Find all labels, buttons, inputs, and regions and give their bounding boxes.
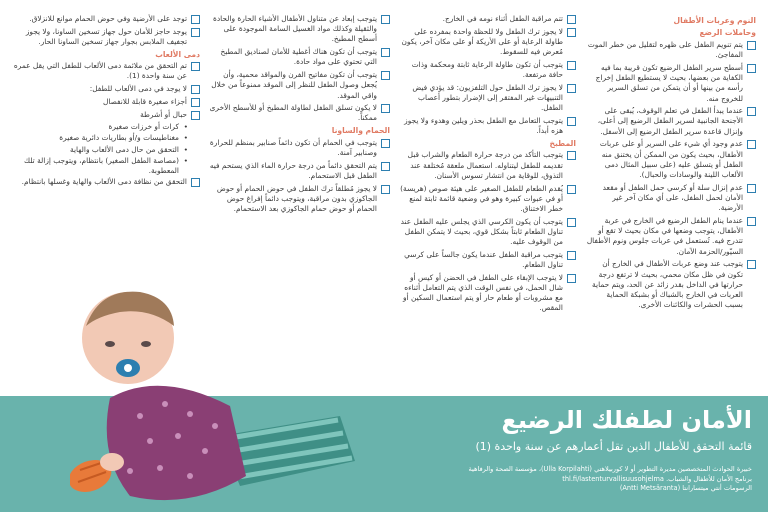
- credits-line: خبيرة الحوادث المتخصصين مديرة التطوير أو لا كوربيلاهتي (Ulla Korpilahti)، مؤسسة الصحة والرفاهية: [468, 465, 752, 473]
- item-text: عدم وجود أي شيء على السرير أو على عربات الأطفال، بحيث يكون من الممكن أن يختنق منه الطفل أو يتسلق عليه (على سبيل المثال دمى الألعاب اللينة والوسادات والحبال).: [599, 139, 743, 180]
- item-text: توجد على الأرضية وفي حوض الحمام موانع للانزلاق.: [29, 14, 187, 23]
- item-text: يتم تنويم الطفل على ظهره لتقليل من خطر الموت المفاجئ.: [587, 39, 743, 60]
- column-sleep: [586, 14, 756, 313]
- bullet-item: • التحقق من حال دمى الألعاب والهاية: [12, 145, 188, 155]
- item-text: أسطح سرير الطفل الرضيع تكون قريبة بما فيه الكفاية من بعضها، بحيث لا يستطيع الطفل إخراج رأسه من بينها أو أن يتمكن من تسلق السرير للخروج منه.: [595, 62, 743, 103]
- column-kitchen-bath: [206, 14, 390, 217]
- item-text: يوجد حاجز للأمان حول جهاز تسخين الساونا، ولا يجوز تجفيف الملابس بجوار جهاز تسخين الساونا الحار.: [25, 26, 187, 46]
- section-heading-strollers: وحاملات الرضع: [699, 28, 756, 38]
- checkbox[interactable]: [567, 84, 576, 93]
- section-heading-sleep: النوم وعربات الأطفال: [673, 16, 756, 25]
- baby-hand: [100, 453, 124, 471]
- checkbox[interactable]: [747, 217, 756, 226]
- checkbox[interactable]: [567, 251, 576, 260]
- checkbox[interactable]: [747, 140, 756, 149]
- item-text: يتوجب إبعاد عن متناول الأطفال الأشياء الحارة والحادة والثقيلة وكذلك مواد الغسيل السامة الموجودة على أسطح المطبخ.: [213, 14, 377, 44]
- checklist-item: [12, 110, 200, 120]
- checkbox[interactable]: [381, 48, 390, 57]
- checkbox[interactable]: [567, 28, 576, 37]
- bullet-item: • (مصاصة الطفل الصغير) بانتظام، ويتوجب إزالة تلك المعطوبة.: [12, 156, 188, 176]
- checkbox[interactable]: [381, 71, 390, 80]
- item-text: يُقدم الطعام للطفل الصغير على هيئة صوص (هريسة) أو في عبوات كبيرة وهو في وضعية قائمة ثابتة لمنع خطر الاختناق.: [400, 183, 563, 213]
- item-text: يتوجب في الحمام أن تكون دائماً صنابير بمنظم للحرارة وصنابير آمنة.: [209, 137, 377, 157]
- checklist-item: [206, 47, 390, 67]
- checklist-item: [12, 61, 200, 81]
- checkbox[interactable]: [567, 274, 576, 283]
- checkbox[interactable]: [747, 260, 756, 269]
- section-heading-bath: الحمام والساونا: [331, 126, 390, 136]
- checkbox[interactable]: [191, 111, 200, 120]
- item-text: لا يكون تسلق الطفل لطاولة المطبخ أو للأسطح الأخرى ممكناً.: [209, 103, 377, 123]
- column-care-kitchen: [398, 14, 576, 316]
- item-text: لا يجوز مُطلقاً ترك الطفل في حوض الحمام أو حوض الجاكوزي بدون مراقبة، ويتوجب دائماً إفراغ حوض الحمام أو حوض حمام الجاكوزي بعد الاستحمام.: [216, 183, 377, 213]
- page-subtitle: قائمة التحقق للأطفال الذين تقل أعمارهم عن سنة واحدة (1): [475, 440, 752, 453]
- baby-head: [82, 292, 174, 384]
- item-text: يتوجب التأكد من درجة حرارة الطعام والشراب قبل تقديمه للطفل ليتناوله. استعمال ملعقة مُختلفة عند التذوق، للوقاية من انتشار تسوس الأسنان.: [407, 150, 563, 180]
- item-text: تتم مراقبة الطفل أثناء نومه في الخارج.: [442, 14, 563, 23]
- checklist-item: [206, 103, 390, 123]
- bullet-item: • مغناطيسات و/أو بطاريات دائرية صغيرة: [12, 133, 188, 143]
- checkbox[interactable]: [381, 162, 390, 171]
- checkbox[interactable]: [381, 15, 390, 24]
- checklist-item: [12, 177, 200, 187]
- checkbox[interactable]: [567, 15, 576, 24]
- checklist-item: [398, 217, 576, 248]
- section-heading-kitchen: المطبخ: [549, 138, 576, 148]
- checklist-item: [398, 60, 576, 80]
- item-text: يتم التحقق دائماً من درجة حرارة الماء الذي يستحم فيه الطفل قبل الاستحمام.: [209, 160, 377, 180]
- checkbox[interactable]: [747, 184, 756, 193]
- checklist-item: [398, 184, 576, 215]
- checklist-item: [12, 97, 200, 107]
- checklist-item: [398, 250, 576, 270]
- item-text: التحقق من نظافة دمى الألعاب والهاية وغسلها بانتظام.: [21, 177, 187, 187]
- checklist-item: [398, 116, 576, 136]
- checkbox[interactable]: [567, 185, 576, 194]
- checklist-item: [586, 139, 756, 180]
- checkbox[interactable]: [191, 15, 200, 24]
- item-text: لا يتوجب الإبقاء على الطفل في الحضن أو كيس أو شال الحمل، في نفس الوقت الذي يتم التعامل أثناءه مع مشروبات أو طعام حار أو يتم استعمال السكين أو المقص.: [402, 272, 563, 313]
- checklist-item: [398, 83, 576, 114]
- checkbox[interactable]: [567, 218, 576, 227]
- checkbox[interactable]: [567, 61, 576, 70]
- checklist-item: [12, 27, 200, 47]
- item-text: عدم إنزال سلة أو كرسي حمل الطفل أو مقعد الأمان لحمل الطفل، على أي مكان آخر غير الأرضية.: [602, 182, 743, 213]
- item-text: لا يجوز ترك الطفل حول التلفزيون: قد يؤدي فيض التنبيهات غير المفتقر إلى الإضرار بتطور أعصاب الطفل.: [412, 82, 563, 113]
- checklist-item: [398, 14, 576, 24]
- checklist-item: [12, 84, 200, 94]
- checkbox[interactable]: [747, 64, 756, 73]
- checkbox[interactable]: [191, 98, 200, 107]
- checklist-item: [586, 63, 756, 104]
- item-text: تم التحقق من ملائمة دمى الألعاب للطفل التي يقل عمره عن سنة واحدة (1).: [13, 61, 187, 81]
- checkbox[interactable]: [567, 117, 576, 126]
- checkbox[interactable]: [191, 28, 200, 37]
- item-text: حبال أو أشرطة: [140, 109, 187, 119]
- checkbox[interactable]: [191, 85, 200, 94]
- checklist-item: [206, 161, 390, 181]
- item-text: عندما ينام الطفل الرضيع في الخارج في عربة الأطفال، يتوجب وضعها في مكان بحيث لا تقع أو تتدرج فيه. تُستعمل في عربات جلوس ونوم الأطفال السيّور/الحزمة الآمان.: [586, 215, 743, 256]
- credits-line: الرسومات أنتي ميتسارانتا (Antti Metsäranta): [619, 484, 752, 493]
- item-text: يتوجب عند وضع عربات الأطفال في الخارج أن تكون في ظل مكان محمي، بحيث لا ترتفع درجة حرارتها في الداخل بقدر زائد عن الحد، ويتم حماية العربات في الخارج بالشباك أو بشبكة الحماية بسبب الحشرات والكائنات الأخرى.: [592, 259, 743, 310]
- item-text: يتوجب أن تكون مفاتيح الفرن والمواقد محمية، وأن يُجعل وصول الطفل للنظر إلى الموقد ممنوعاً من خلال واقي الموقد.: [211, 70, 377, 100]
- baby-body: [107, 386, 246, 500]
- checklist-item: [398, 273, 576, 314]
- item-text: يتوجب أن يكون الكرسي الذي يجلس عليه الطفل عند تناول الطعام ثابتاً بشكل قوي، بحيث لا يتمكن الطفل من الوقوف عليه.: [400, 216, 563, 247]
- credits: [312, 465, 752, 494]
- checkbox[interactable]: [191, 178, 200, 187]
- checkbox[interactable]: [747, 107, 756, 116]
- item-text: لا يوجد في دمى الألعاب للطفل:: [89, 84, 187, 94]
- checklist-item: [206, 70, 390, 101]
- checklist-item: [586, 259, 756, 310]
- section-heading-toys: دمى الألعاب: [155, 49, 200, 59]
- item-text: يتوجب التعامل مع الطفل بحذر ويلين وهدوء ولا يجوز هزه أبداً.: [404, 115, 563, 136]
- checklist-item: [586, 40, 756, 60]
- checklist-item: [206, 14, 390, 45]
- bullet-item: • كرات أو خرزات صغيرة: [12, 122, 188, 132]
- item-text: عندما يبدأ الطفل في تعلم الوقوف، يُبقى على الأجنحة الجانبية لسرير الطفل الرضيع إلى أعلى، وإنزال قاعدة سرير الطفل الرضيع إلى الأسفل.: [597, 106, 743, 136]
- checkbox[interactable]: [381, 104, 390, 113]
- checklist-item: [12, 14, 200, 24]
- checklist-item: [206, 138, 390, 158]
- credits-line: برنامج الأمان للأطفال والشباب. thl.fi/lastenturvallisuusohjelma: [562, 474, 752, 483]
- checkbox[interactable]: [567, 151, 576, 160]
- item-text: يتوجب أن تكون طاولة الرعاية ثابتة ومحكمة وذات حافة مرتفعة.: [411, 59, 563, 80]
- checkbox[interactable]: [381, 139, 390, 148]
- checklist-item: [586, 216, 756, 257]
- checklist-item: [586, 106, 756, 137]
- baby-illustration: [70, 286, 360, 512]
- checklist-item: [206, 184, 390, 215]
- item-text: يتوجب مراقبة الطفل عندما يكون جالساً على كرسي تناول الطعام.: [404, 249, 563, 270]
- checklist-item: [586, 183, 756, 214]
- column-sauna-toys: [12, 14, 200, 190]
- checkbox[interactable]: [381, 185, 390, 194]
- item-text: لا يجوز ترك الطفل ولا للحظة واحدة بمفرده على طاولة الرعاية أو على الأريكة أو على مكان آخر، يكون مُعرض فيه للسقوط.: [401, 26, 563, 57]
- checklist-item: [398, 27, 576, 58]
- item-text: يتوجب أن تكون هناك أغطية للأمان لصناديق المطبخ التي تحتوي على مواد حادة.: [220, 47, 377, 67]
- page-title: الأمان لطفلك الرضيع: [501, 406, 752, 434]
- checkbox[interactable]: [747, 41, 756, 50]
- checkbox[interactable]: [191, 62, 200, 71]
- item-text: أجزاء صغيرة قابلة للانفصال: [102, 96, 187, 106]
- checklist-item: [398, 150, 576, 181]
